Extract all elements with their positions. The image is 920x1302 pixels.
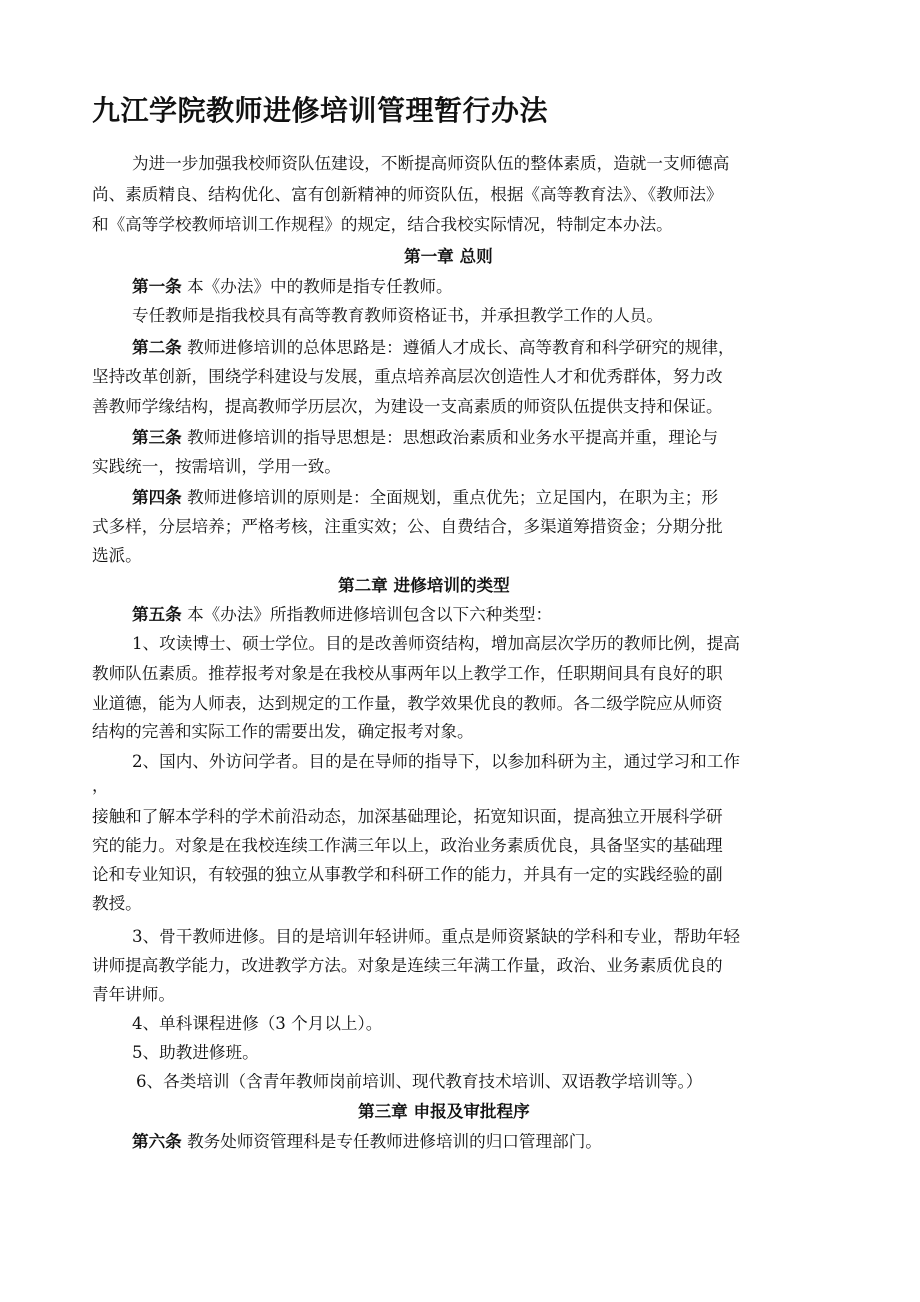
list-item-3-line: 青年讲师。 — [92, 985, 175, 1004]
article-text: 教师进修培训的总体思路是：遵循人才成长、高等教育和科学研究的规律， — [187, 338, 735, 357]
article-label: 第五条 — [132, 604, 182, 624]
list-item-2-line: 论和专业知识，有较强的独立从事教学和科研工作的能力，并具有一定的实践经验的副 — [92, 865, 723, 884]
article-text: 教师进修培训的原则是：全面规划，重点优先；立足国内，在职为主；形 — [187, 488, 719, 507]
list-item-1-line: 结构的完善和实际工作的需要出发，确定报考对象。 — [92, 722, 474, 741]
list-item-1-line: 教师队伍素质。推荐报考对象是在我校从事两年以上教学工作，任职期间具有良好的职 — [92, 664, 723, 683]
intro-line: 为进一步加强我校师资队伍建设，不断提高师资队伍的整体素质，造就一支师德高 — [132, 154, 730, 173]
list-item-5: 5、助教进修班。 — [132, 1043, 259, 1062]
list-item-6: 6、各类培训（含青年教师岗前培训、现代教育技术培训、双语教学培训等。） — [136, 1072, 703, 1091]
intro-line: 和《高等学校教师培训工作规程》的规定，结合我校实际情况，特制定本办法。 — [92, 215, 673, 234]
article-label: 第六条 — [132, 1131, 182, 1151]
article-label: 第二条 — [132, 337, 182, 357]
paragraph-line: 专任教师是指我校具有高等教育教师资格证书，并承担教学工作的人员。 — [132, 306, 663, 325]
list-item-2-line: ， — [92, 776, 109, 795]
list-item-2-line: 接触和了解本学科的学术前沿动态，加深基础理论，拓宽知识面，提高独立开展科学研 — [92, 807, 723, 826]
intro-line: 尚、素质精良、结构优化、富有创新精神的师资队伍，根据《高等教育法》、《教师法》 — [92, 185, 723, 204]
list-item-2-line: 究的能力。对象是在我校连续工作满三年以上，政治业务素质优良，具备坚实的基础理 — [92, 836, 723, 855]
article-6 — [132, 1130, 602, 1153]
paragraph-line: 选派。 — [92, 546, 142, 565]
article-1 — [132, 275, 453, 298]
paragraph-line: 实践统一，按需培训，学用一致。 — [92, 457, 341, 476]
article-text: 教务处师资管理科是专任教师进修培训的归口管理部门。 — [187, 1132, 602, 1151]
chapter-1-heading: 第一章 总则 — [404, 246, 493, 266]
paragraph-line: 式多样，分层培养；严格考核，注重实效；公、自费结合，多渠道筹措资金；分期分批 — [92, 517, 723, 536]
article-text: 教师进修培训的指导思想是：思想政治素质和业务水平提高并重，理论与 — [187, 428, 719, 447]
paragraph-line: 坚持改革创新，围绕学科建设与发展，重点培养高层次创造性人才和优秀群体，努力改 — [92, 367, 723, 386]
article-2 — [132, 336, 735, 359]
article-3 — [132, 426, 718, 449]
paragraph-line: 善教师学缘结构，提高教师学历层次，为建设一支高素质的师资队伍提供支持和保证。 — [92, 397, 723, 416]
list-item-2-line: 教授。 — [92, 894, 142, 913]
article-label: 第一条 — [132, 276, 182, 296]
article-5 — [132, 603, 552, 626]
article-text: 本《办法》中的教师是指专任教师。 — [187, 277, 453, 296]
chapter-2-heading: 第二章 进修培训的类型 — [338, 575, 510, 595]
list-item-2-line: 2、国内、外访问学者。目的是在导师的指导下，以参加科研为主，通过学习和工作 — [132, 752, 740, 771]
document-title: 九江学院教师进修培训管理暂行办法 — [92, 94, 549, 127]
list-item-1-line: 1、攻读博士、硕士学位。目的是改善师资结构，增加高层次学历的教师比例，提高 — [132, 634, 740, 653]
article-label: 第四条 — [132, 487, 182, 507]
list-item-3-line: 讲师提高教学能力，改进教学方法。对象是连续三年满工作量，政治、业务素质优良的 — [92, 956, 723, 975]
list-item-4: 4、单科课程进修（3 个月以上）。 — [132, 1014, 383, 1033]
article-4 — [132, 486, 718, 509]
list-item-1-line: 业道德，能为人师表，达到规定的工作量，教学效果优良的教师。各二级学院应从师资 — [92, 694, 723, 713]
article-label: 第三条 — [132, 427, 182, 447]
list-item-3-line: 3、骨干教师进修。目的是培训年轻讲师。重点是师资紧缺的学科和专业，帮助年轻 — [132, 927, 740, 946]
chapter-3-heading: 第三章 申报及审批程序 — [358, 1101, 530, 1121]
article-text: 本《办法》所指教师进修培训包含以下六种类型： — [187, 605, 553, 624]
